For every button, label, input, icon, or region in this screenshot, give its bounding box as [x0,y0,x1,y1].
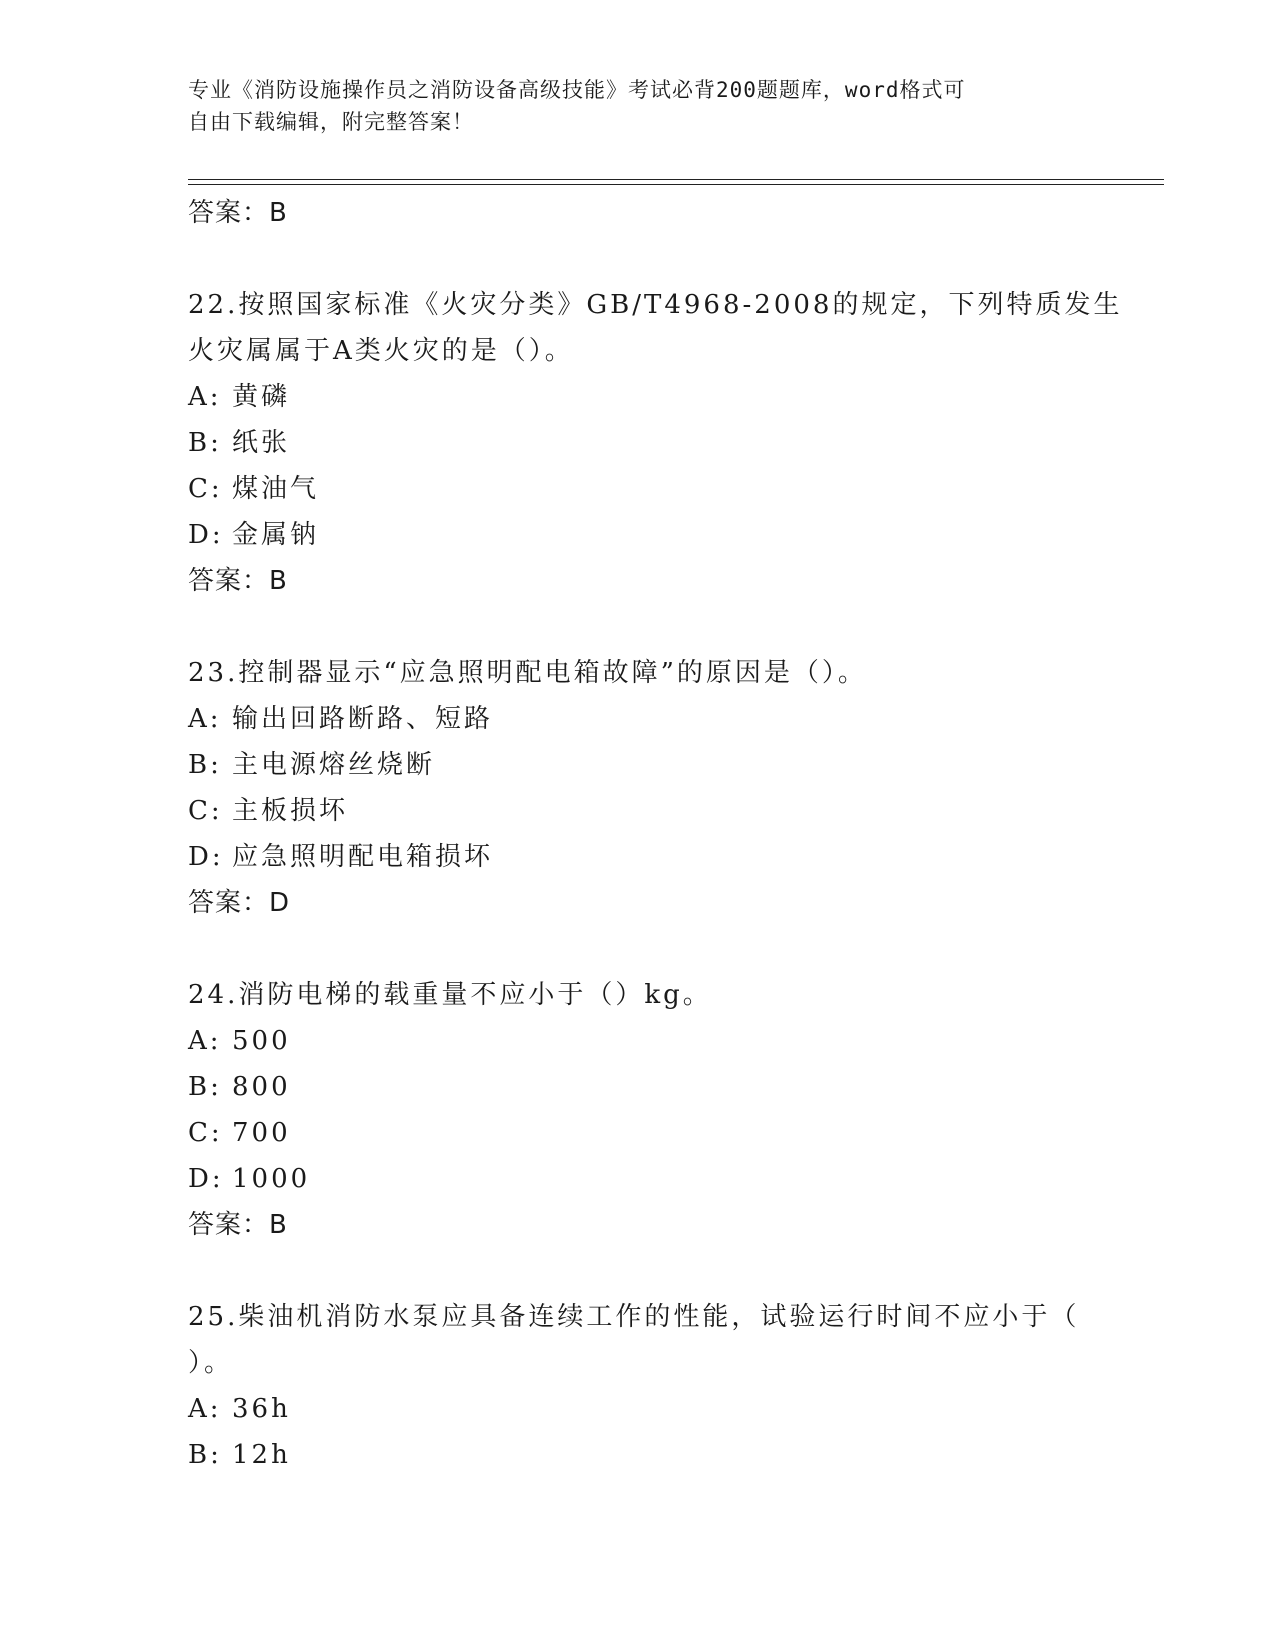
question-line: 23.控制器显示“应急照明配电箱故障”的原因是（）。 [188,658,867,688]
option-b [188,742,1088,788]
answer: 答案：B [188,1210,288,1240]
question-line: 24.消防电梯的载重量不应小于（）kg。 [188,980,712,1010]
option-letter: A: [188,704,222,734]
option-letter: C: [188,474,223,504]
previous-answer: 答案：B [188,198,288,228]
option-text: 黄磷 [232,382,291,412]
option-text: 输出回路断路、短路 [232,704,494,734]
question-text [188,282,1123,374]
option-letter: B: [188,428,222,458]
option-text: 500 [232,1026,291,1056]
option-a [188,1018,1088,1064]
spacer [188,604,1088,650]
question-line: 22.按照国家标准《火灾分类》GB/T4968-2008的规定，下列特质发生 [188,290,1123,320]
option-text: 700 [232,1118,291,1148]
spacer [188,1248,1088,1294]
question-22 [188,282,1123,604]
option-letter: A: [188,1394,222,1424]
option-text: 12h [232,1440,291,1470]
option-letter: B: [188,750,222,780]
question-text [188,972,1088,1018]
option-a [188,1386,1088,1432]
document-header [188,74,1088,138]
answer: 答案：D [188,888,291,918]
option-text: 煤油气 [232,474,320,504]
option-letter: B: [188,1440,222,1470]
question-24 [188,972,1088,1248]
option-letter: C: [188,1118,223,1148]
question-line: 火灾属属于A类火灾的是（）。 [188,336,574,366]
header-divider-top [188,179,1164,180]
option-text: 800 [232,1072,291,1102]
option-letter: D: [188,842,224,872]
option-b [188,1432,1088,1478]
question-text [188,1294,1088,1386]
question-25 [188,1294,1088,1478]
option-c [188,788,1088,834]
option-letter: D: [188,520,224,550]
option-text: 主电源熔丝烧断 [232,750,436,780]
option-c [188,466,1088,512]
option-text: 主板损坏 [232,796,349,826]
option-text: 应急照明配电箱损坏 [232,842,494,872]
header-divider-bottom [188,184,1164,185]
option-letter: C: [188,796,223,826]
option-text: 1000 [232,1164,311,1194]
question-23 [188,650,1088,926]
option-text: 纸张 [232,428,291,458]
option-b [188,420,1088,466]
option-c [188,1110,1088,1156]
option-letter: B: [188,1072,222,1102]
header-line-1: 专业《消防设施操作员之消防设备高级技能》考试必背200题题库，word格式可 [188,78,966,102]
option-d [188,512,1088,558]
header-line-2: 自由下载编辑，附完整答案！ [188,110,474,134]
question-text [188,650,1088,696]
spacer [188,236,1088,282]
option-d [188,834,1088,880]
question-line: ）。 [188,1348,234,1378]
answer: 答案：B [188,566,288,596]
question-line: 25.柴油机消防水泵应具备连续工作的性能，试验运行时间不应小于（ [188,1302,1080,1332]
option-a [188,696,1088,742]
spacer [188,926,1088,972]
option-b [188,1064,1088,1110]
option-letter: A: [188,1026,222,1056]
option-d [188,1156,1088,1202]
option-letter: A: [188,382,222,412]
option-a [188,374,1088,420]
option-text: 36h [232,1394,291,1424]
option-letter: D: [188,1164,224,1194]
question-list [188,190,1123,1478]
option-text: 金属钠 [232,520,320,550]
